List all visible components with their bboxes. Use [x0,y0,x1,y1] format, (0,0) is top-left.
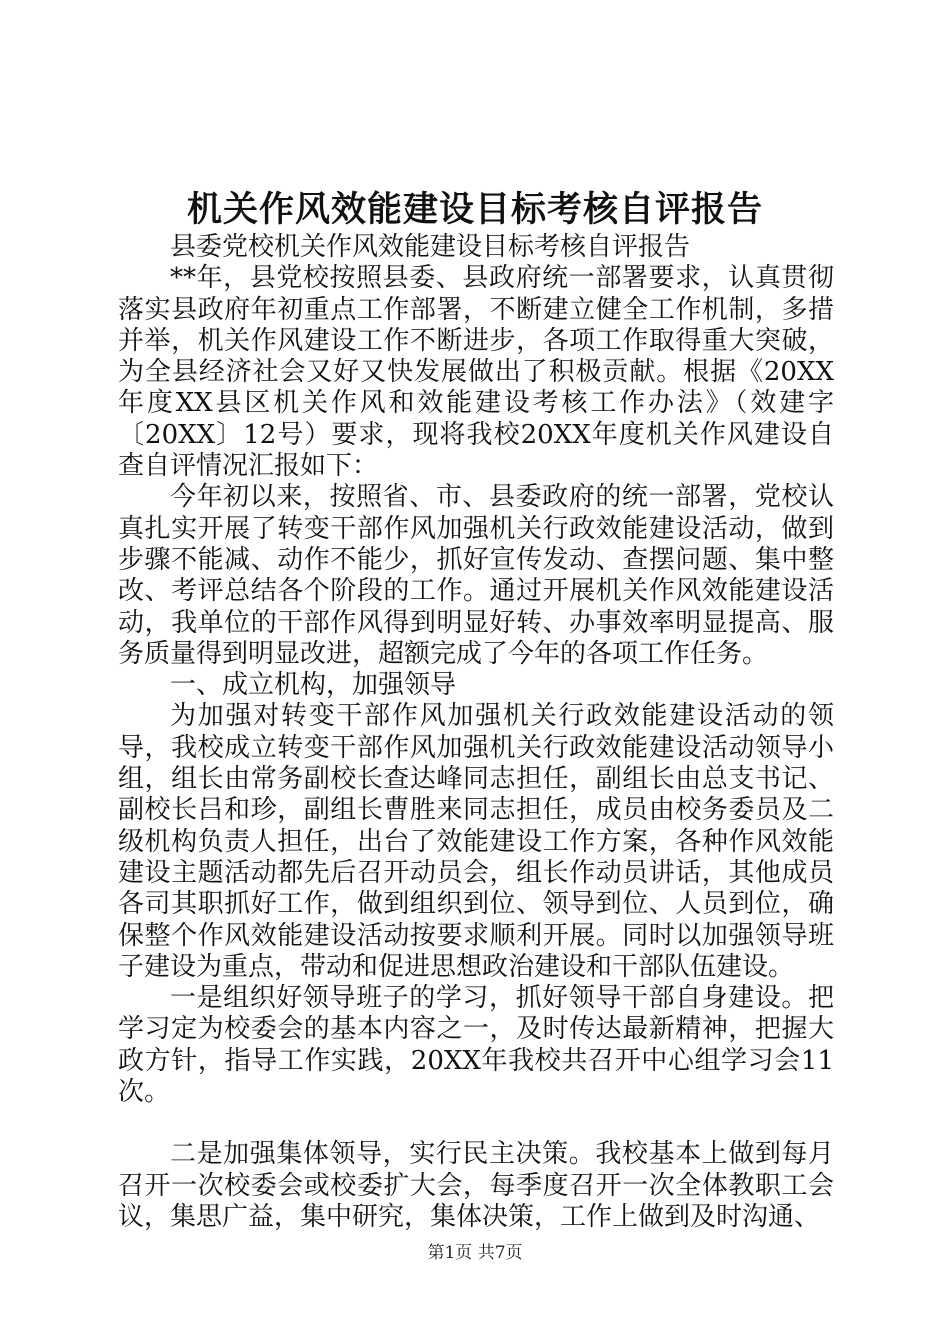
decision-paragraph: 二是加强集体领导，实行民主决策。我校基本上做到每月召开一次校委会或校委扩大会，每季度召开一次全体教职工会议，集思广益，集中研究，集体决策，工作上做到及时沟通、 [118,1139,834,1232]
study-paragraph: 一是组织好领导班子的学习，抓好领导干部自身建设。把学习定为校委会的基本内容之一，及时传达最新精神，把握大政方针，指导工作实践，20XX年我校共召开中心组学习会11次。 [118,983,834,1108]
leadership-paragraph: 为加强对转变干部作风加强机关行政效能建设活动的领导，我校成立转变干部作风加强机关行政效能建设活动领导小组，组长由常务副校长查达峰同志担任，副组长由总支书记、副校长吕和珍，副组长曹胜来同志担任，成员由校务委员及二级机构负责人担任，出台了效能建设工作方案，各种作风效能建设主题活动都先后召开动员会，组长作动员讲话，其他成员各司其职抓好工作，做到组织到位、领导到位、人员到位，确保整个作风效能建设活动按要求顺利开展。同时以加强领导班子建设为重点，带动和促进思想政治建设和干部队伍建设。 [118,701,834,982]
page-number: 第1页 共7页 [427,1243,523,1263]
document-title: 机关作风效能建设目标考核自评报告 [186,189,763,230]
intro-paragraph: **年，县党校按照县委、县政府统一部署要求，认真贯彻落实县政府年初重点工作部署，不断建立健全工作机制，多措并举，机关作风建设工作不断进步，各项工作取得重大突破，为全县经济社会又好又快发展做出了积极贡献。根据《20XX年度XX县区机关作风和效能建设考核工作办法》（效建字〔20XX〕12号）要求，现将我校20XX年度机关作风建设自查自评情况汇报如下： [118,263,834,482]
document-body [118,232,834,1233]
overview-paragraph: 今年初以来，按照省、市、县委政府的统一部署，党校认真扎实开展了转变干部作风加强机关行政效能建设活动，做到步骤不能减、动作不能少，抓好宣传发动、查摆问题、集中整改、考评总结各个阶段的工作。通过开展机关作风效能建设活动，我单位的干部作风得到明显好转、办事效率明显提高、服务质量得到明显改进，超额完成了今年的各项工作任务。 [118,482,834,669]
section-heading: 一、成立机构，加强领导 [170,670,457,701]
subtitle-paragraph: 县委党校机关作风效能建设目标考核自评报告 [170,232,691,262]
